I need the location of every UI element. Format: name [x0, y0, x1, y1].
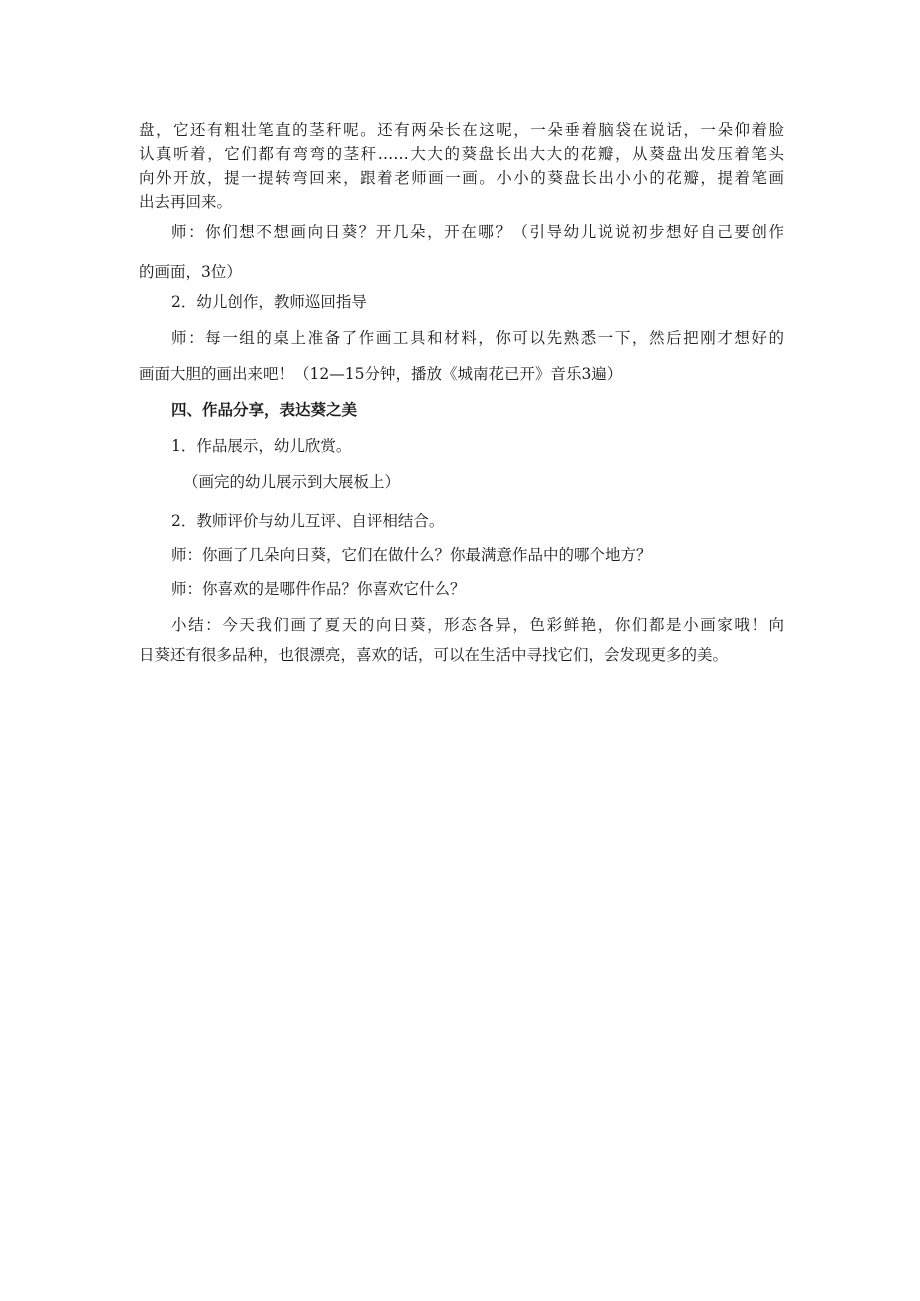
paragraph-teacher-question-2 — [139, 543, 784, 567]
paragraph-line: 的画面，3位） — [139, 263, 242, 281]
paragraph-line: 出去再回来。 — [139, 193, 233, 211]
paragraph-display-note — [139, 470, 784, 494]
paragraph-teacher-instructions — [139, 326, 784, 386]
paragraph-line: 师：你画了几朵向日葵，它们在做什么？你最满意作品中的哪个地方？ — [171, 546, 652, 564]
paragraph-teacher-question-3 — [139, 577, 784, 601]
paragraph-child-creation — [139, 290, 784, 314]
section-heading — [139, 398, 784, 422]
paragraph-line: 日葵还有很多品种，也很漂亮，喜欢的话，可以在生活中寻找它们，会发现更多的美。 — [139, 646, 729, 664]
paragraph-line: 师：你喜欢的是哪件作品？你喜欢它什么？ — [171, 580, 466, 598]
note-text: （画完的幼儿展示到大展板上） — [183, 473, 401, 491]
step-item: 1．作品展示，幼儿欣赏。 — [171, 437, 352, 455]
paragraph-line: 师：你们想不想画向日葵？开几朵，开在哪？（引导幼儿说说初步想好自己要创作 — [171, 223, 784, 241]
paragraph-line: 画面大胆的画出来吧！（12—15分钟，播放《城南花已开》音乐3遍） — [139, 365, 623, 383]
paragraph-line: 盘，它还有粗壮笔直的茎秆呢。还有两朵长在这呢，一朵垂着脑袋在说话，一朵仰着脸 — [139, 121, 784, 139]
paragraph-line: 向外开放，提一提转弯回来，跟着老师画一画。小小的葵盘长出小小的花瓣，提着笔画 — [139, 169, 784, 187]
paragraph-line: 师：每一组的桌上准备了作画工具和材料，你可以先熟悉一下，然后把刚才想好的 — [171, 329, 784, 347]
paragraph-line: 认真听着，它们都有弯弯的茎秆……大大的葵盘长出大大的花瓣，从葵盘出发压着笔头 — [139, 145, 784, 163]
paragraph-line: 小结：今天我们画了夏天的向日葵，形态各异，色彩鲜艳，你们都是小画家哦！向 — [171, 616, 784, 634]
paragraph-summary — [139, 613, 784, 667]
section-title: 四、作品分享，表达葵之美 — [171, 401, 358, 419]
paragraph-teacher-question — [139, 220, 784, 284]
paragraph-evaluation — [139, 509, 784, 533]
paragraph-drawing-demo — [139, 118, 784, 214]
paragraph-work-display — [139, 434, 784, 458]
step-item: 2．教师评价与幼儿互评、自评相结合。 — [171, 512, 445, 530]
step-item: 2．幼儿创作，教师巡回指导 — [171, 293, 367, 311]
